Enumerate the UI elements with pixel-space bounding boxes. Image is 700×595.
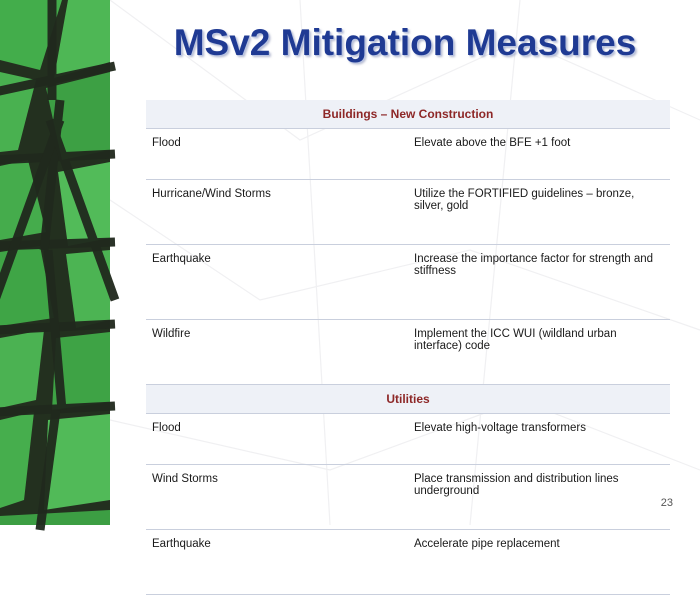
- measure-cell: Accelerate pipe replacement: [408, 530, 670, 595]
- section-header-label: Buildings – New Construction: [146, 100, 670, 129]
- hazard-cell: Earthquake: [146, 530, 408, 595]
- mitigation-measures-table: [146, 100, 670, 595]
- table-row: [146, 465, 670, 530]
- hazard-cell: Flood: [146, 414, 408, 465]
- measure-cell: Elevate above the BFE +1 foot: [408, 129, 670, 180]
- page-number: 23: [660, 497, 673, 509]
- table-row: [146, 129, 670, 180]
- table-section-header: [146, 385, 670, 414]
- measure-cell: Place transmission and distribution lines underground: [408, 465, 670, 530]
- measure-cell: Elevate high-voltage transformers: [408, 414, 670, 465]
- green-abstract-graphic: [0, 0, 110, 525]
- hazard-cell: Flood: [146, 129, 408, 180]
- table-row: [146, 414, 670, 465]
- hazard-cell: Wildfire: [146, 320, 408, 385]
- table-row: [146, 320, 670, 385]
- table-section-header: [146, 100, 670, 129]
- hazard-cell: Wind Storms: [146, 465, 408, 530]
- measure-cell: Increase the importance factor for strength and stiffness: [408, 245, 670, 320]
- section-header-label: Utilities: [146, 385, 670, 414]
- page-title: MSv2 Mitigation Measures: [173, 22, 637, 63]
- hazard-cell: Earthquake: [146, 245, 408, 320]
- table-row: [146, 245, 670, 320]
- hazard-cell: Hurricane/Wind Storms: [146, 180, 408, 245]
- decorative-image-band: [0, 0, 110, 525]
- measure-cell: Utilize the FORTIFIED guidelines – bronze, silver, gold: [408, 180, 670, 245]
- measure-cell: Implement the ICC WUI (wildland urban interface) code: [408, 320, 670, 385]
- table-row: [146, 530, 670, 595]
- table-row: [146, 180, 670, 245]
